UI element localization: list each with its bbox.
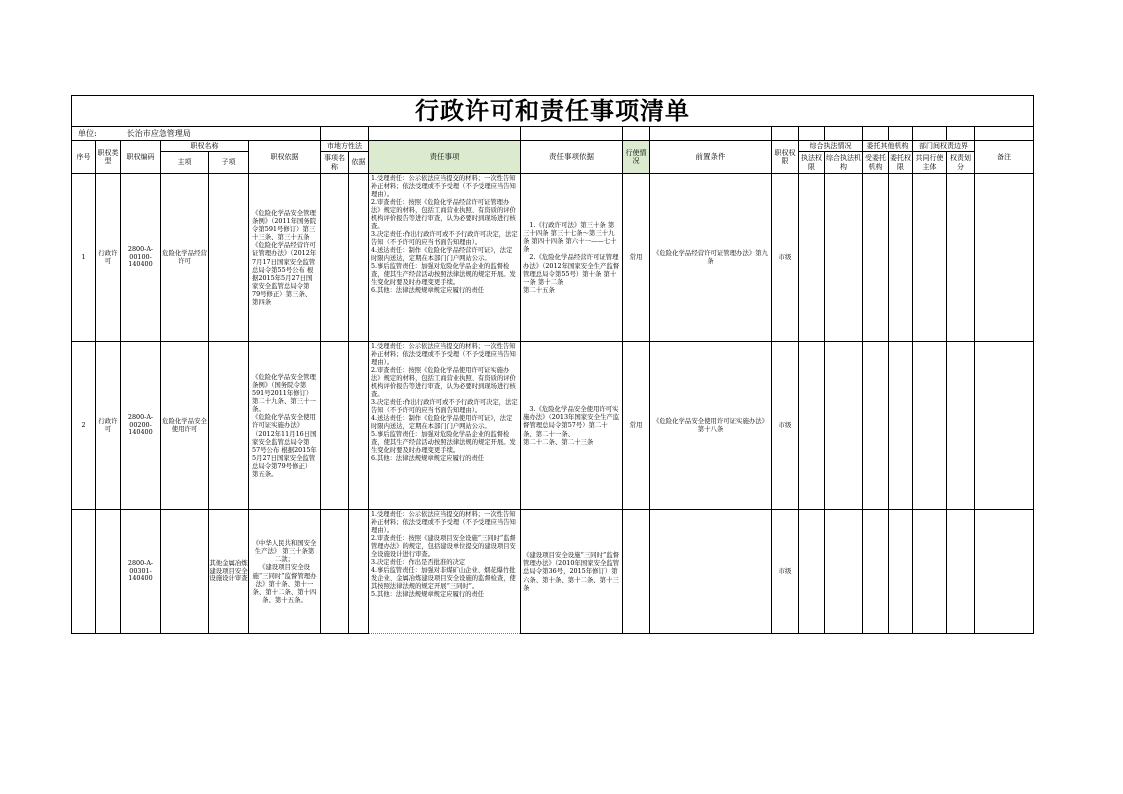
row-local-item [321,342,349,510]
unit-row-cell [772,127,799,141]
unit-row-cell [863,127,889,141]
row-empty [863,174,889,342]
header-enf-authority: 执法权限 [799,152,825,174]
row-empty [863,510,889,634]
row-seq [72,510,96,634]
row-empty [825,342,863,510]
header-responsibility: 责任事项 [369,141,521,174]
row-responsibility-basis: 3.《危险化学品安全使用许可实施办法》（2013年国家安全生产监督管理总局令第57号）第二十条、第二十一条、 第二十二条、第二十三条 [521,342,623,510]
row-type: 行政许可 [96,342,121,510]
resp-line: 3.决定责任：作出是否批准的决定 [371,558,466,566]
responsibility-list-table [71,95,1034,634]
row-empty [947,510,975,634]
resp-line: 5.事后监管责任：加强对危险化学品企业的监督检查，使其生产经营活动按照法律法规的规定开展。发生变化时要及时办理变更手续。 [371,430,516,454]
header-exercise: 行使情况 [623,141,650,174]
row-main-item [161,510,209,634]
header-sub-item: 子项 [209,152,249,174]
header-code: 职权编码 [121,141,161,174]
resp-line: 4.送达责任：制作《危险化学品使用许可证》，法定时限内送达，定期在本部门门户网站公示。 [371,414,513,430]
header-seq: 序号 [72,141,96,174]
row-empty [889,342,913,510]
row-exercise: 常用 [623,174,650,342]
header-basis-short: 依据 [349,152,369,174]
row-seq: 1 [72,174,96,342]
row-exercise [623,510,650,634]
row-empty [913,510,947,634]
header-legal-basis: 职权依据 [249,141,321,174]
header-entrusted-agency: 受委托机构 [863,152,889,174]
row-precondition: 《危险化学品经营许可证管理办法》第九条 [650,174,772,342]
row-precondition [650,510,772,634]
row-code: 2800-A-00200-140400 [121,342,161,510]
row-level: 市级 [772,510,799,634]
row-local-basis [349,342,369,510]
row-empty [799,510,825,634]
row-level: 市级 [772,342,799,510]
row-legal-basis: 《危险化学品安全管理条例》（国务院令第591号2011年修订）第二十九条、第三十一条。 《危险化学品安全使用许可证实施办法》（2012年11月16日国家安全监管总局令第57号公布 根据2015年5月27日国家安全监管总局令第79号修正）第五条。 [249,342,321,510]
resp-line: 4.事后监管责任：加强对非煤矿山企业、烟花爆竹批发企业、金属冶炼建设项目安全设施的监督检查，使其按照法律法规的规定开展“三同时”。 [371,566,516,590]
row-type: 行政许可 [96,174,121,342]
resp-line: 5.其他：法律法规规章规定应履行的责任 [371,590,485,598]
header-boundary: 部门间权责边界 [913,141,975,152]
header-joint-subject: 共同行使主体 [913,152,947,174]
unit-value: 长治市应急管理局 [126,128,191,138]
unit-row-cell [623,127,650,141]
row-responsibility-basis: 《建设项目安全设施“三同时”监督管理办法》（2010年国家安全监管总局令第36号，2015年修订）第六条、第十条、第十二条、第十三条 [521,510,623,634]
resp-line: 5.事后监管责任：加强对危险化学品企业的监督检查，使其生产经营活动按照法律法规的规定开展。发生变化时要及时办理变更手续。 [371,262,516,286]
row-main-item: 危险化学品经营许可 [161,174,209,342]
header-name-group: 职权名称 [161,141,249,152]
row-empty [825,174,863,342]
header-precondition: 前置条件 [650,141,772,174]
row-level: 市级 [772,174,799,342]
unit-row-cell [825,127,863,141]
row-empty [947,174,975,342]
unit-row-cell [650,127,772,141]
row-empty [947,342,975,510]
header-authority-level: 职权权限 [772,141,799,174]
row-local-item [321,174,349,342]
row-responsibility [369,342,521,510]
resp-line: 1.受理责任：公示依法应当提交的材料；一次性告知补正材料；依法受理或不予受理（不予受理应当告知理由）。 [371,175,516,198]
row-empty [799,342,825,510]
row-main-item: 危险化学品安全使用许可 [161,342,209,510]
row-responsibility [369,174,521,342]
row-responsibility [369,510,521,634]
table-row [72,342,1034,510]
header-item-name: 事项名称 [321,152,349,174]
row-legal-basis: 《中华人民共和国安全生产法》 第三十条第二款； 《建设项目安全设施“三同时”监督管理办法》第十条、第十一条、第十二条、第十四条、第十五条。 [249,510,321,634]
row-sub-item: 其他金属冶炼建设项目安全设施设计审查 [209,510,249,634]
resp-line: 6.其他：法律法规规章规定应履行的责任 [371,454,485,462]
header-entrust: 委托其他机构 [863,141,913,152]
row-seq: 2 [72,342,96,510]
unit-row-cell [521,127,623,141]
header-enf-agency: 综合执法机构 [825,152,863,174]
unit-row-cell [799,127,825,141]
row-exercise: 常用 [623,342,650,510]
row-empty [863,342,889,510]
row-empty [913,342,947,510]
row-sub-item [209,174,249,342]
resp-line: 6.其他：法律法规规章规定应履行的责任 [371,286,485,294]
row-legal-basis: 《危险化学品安全管理条例》（2011年国务院令第591号修订）第三十三条、第三十五条 《危险化学品经营许可证管理办法》（2012年7月17日国家安全监管总局令第55号公布 根据2015年5月27日国家安全监管总局令第79号修正）第三条、第四条 [249,174,321,342]
row-sub-item [209,342,249,510]
row-responsibility-basis: 1.《行政许可法》第三十条 第三十四条 第三十七条～第三十九条 第四十四条 第六十一——七十条 2.《危险化学品经营许可证管理办法》（2012年国家安全生产监督管理总局令第55号）第十条 第十一条 第十二条 第二十五条 [521,174,623,342]
header-enforcement: 综合执法情况 [799,141,863,152]
row-code: 2800-A-00100-140400 [121,174,161,342]
header-division: 权责划分 [947,152,975,174]
row-local-item [321,510,349,634]
row-local-basis [349,510,369,634]
resp-line: 1.受理责任：公示依法应当提交的材料；一次性告知补正材料；依法受理或不予受理（不予受理应当告知理由）。 [371,511,516,534]
row-precondition: 《危险化学品安全使用许可证实施办法》第十八条 [650,342,772,510]
row-empty [913,174,947,342]
row-empty [975,174,1034,342]
row-empty [889,174,913,342]
header-type: 职权类型 [96,141,121,174]
header-entrusted-authority: 委托权限 [889,152,913,174]
unit-row-cell [913,127,947,141]
unit-row-cell [889,127,913,141]
row-empty [975,510,1034,634]
unit-row-cell [369,127,521,141]
row-empty [975,342,1034,510]
resp-line: 2.审查责任：按照《建设项目安全设施“三同时”监督管理办法》的规定，包括建设单位提交的建设项目安全设施设计进行审查。 [371,534,516,558]
header-local-law: 市地方性法 [321,141,369,152]
resp-line: 4.送达责任：制作《危险化学品经营许可证》，法定时限内送达，定期在本部门门户网站公示。 [371,246,513,262]
row-empty [825,510,863,634]
row-code: 2800-A-00301-140400 [121,510,161,634]
row-empty [799,174,825,342]
resp-line: 1.受理责任：公示依法应当提交的材料；一次性告知补正材料；依法受理或不予受理（不予受理应当告知理由）。 [371,343,516,366]
table-row [72,174,1034,342]
unit-row-cell [947,127,975,141]
resp-line: 3.决定责任:作出行政许可或不予行政许可决定，法定告知（不予许可的应当书面告知理由）。 [371,398,518,414]
row-local-basis [349,174,369,342]
table-row [72,510,1034,634]
header-responsibility-basis: 责任事项依据 [521,141,623,174]
unit-label: 单位: [78,128,97,138]
row-type [96,510,121,634]
resp-line: 3.决定责任:作出行政许可或不予行政许可决定，法定告知（不予许可的应当书面告知理由）。 [371,230,518,246]
resp-line: 2.审查责任：按照《危险化学品经营许可证管理办法》规定的材料，包括工商营业执照、有资质的评价机构评价报告等进行审查，认为必要时到现场进行核查。 [371,198,516,230]
page-title: 行政许可和责任事项清单 [72,96,1034,127]
resp-line: 2.审查责任：按照《危险化学品使用许可证实施办法》规定的材料，包括工商营业执照、有资质的评价机构评价报告等进行审查，认为必要时到现场进行核查。 [371,366,516,398]
header-main-item: 主项 [161,152,209,174]
unit-row [72,127,321,141]
unit-row-cell [975,127,1034,141]
header-remarks: 备注 [975,141,1034,174]
unit-row-cell [321,127,369,141]
row-empty [889,510,913,634]
